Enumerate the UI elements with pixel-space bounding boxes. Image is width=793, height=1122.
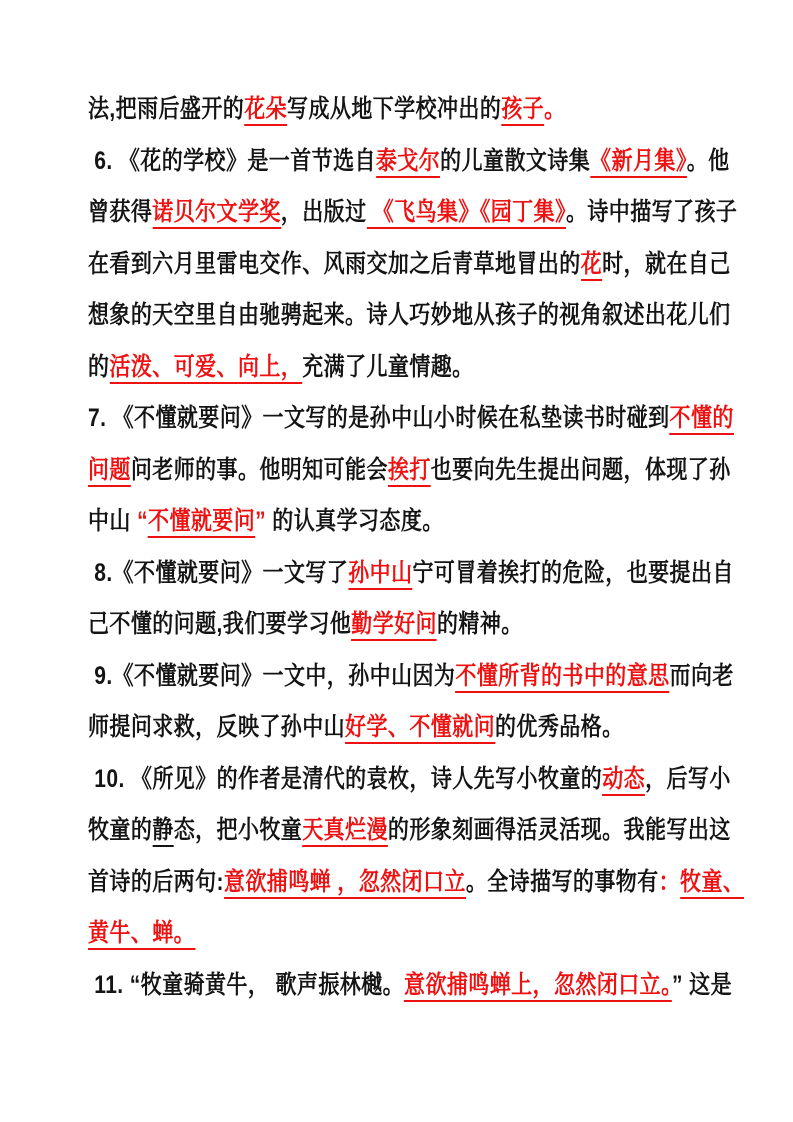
body-text: 8.《不懂就要问》一文写了 (88, 558, 349, 587)
answer-underlined: 不懂的 (670, 404, 734, 435)
answer-underlined: 天真烂漫 (302, 816, 388, 847)
answer-underlined: 黄牛、蝉。 (88, 919, 195, 950)
text-line (88, 702, 647, 754)
body-text: 问老师的事。他明知可能会 (130, 455, 388, 484)
body-text: 牧童的 (88, 816, 153, 844)
document-content (88, 84, 753, 1011)
answer-underlined: 《飞鸟集》《园丁集》 (366, 198, 565, 229)
body-text: 11. “牧童骑黄牛， 歌声振林樾。 (88, 970, 405, 999)
answer-underlined: 好学、不懂就问 (345, 713, 495, 744)
body-text: 。诗中描写了孩子 (565, 198, 738, 226)
answer-text: “ (137, 507, 149, 535)
answer-underlined: 不懂就要问 (148, 507, 255, 538)
body-text: 也要向先生提出问题，体现了孙 (430, 455, 731, 484)
text-line (88, 548, 734, 600)
body-text: 想象的天空里自由驰骋起来。诗人巧妙地从孩子的视角叙述出花儿们 (88, 301, 731, 329)
body-text: 的精神。 (436, 610, 523, 638)
text-line (88, 857, 745, 909)
text-line (88, 599, 647, 651)
body-text: 10. 《所见》的作者是清代的袁枚，诗人先写小牧童的 (88, 764, 603, 793)
answer-underlined: 《新月集》 (590, 147, 687, 178)
body-text: 态，把小牧童 (173, 816, 303, 844)
body-text: 首诗的后两句: (88, 867, 224, 896)
text-line (88, 445, 731, 497)
text-line (88, 342, 647, 394)
body-text: 的儿童散文诗集 (440, 146, 591, 175)
body-text: 宁可冒着挨打的危险，也要提出自 (412, 558, 734, 587)
answer-underlined: 意欲捕鸣蝉 ，忽然闭口立 (224, 868, 466, 899)
answer-text: ： (658, 867, 681, 896)
text-line (88, 290, 731, 342)
body-text: 师提问求救，反映了孙中山 (88, 713, 346, 741)
answer-underlined: 活泼、可爱、向上， (109, 353, 302, 384)
body-text: 时，就在自己 (602, 249, 731, 278)
body-text: 7. 《不懂就要问》一文写的是孙中山小时候在私垫读书时碰到 (88, 404, 670, 432)
body-text: 的优秀品格。 (495, 713, 624, 741)
body-text: 6. 《花的学校》是一首节选自 (88, 146, 376, 175)
body-text: 写成从地下学校冲出的 (287, 95, 502, 123)
body-text: 9.《不懂就要问》一文中，孙中山因为 (88, 661, 456, 690)
text-line (88, 393, 734, 445)
answer-underlined: 意欲捕鸣蝉上，忽然闭口立。 (404, 971, 672, 1002)
body-text: ，后写小 (645, 764, 731, 793)
answer-text: 。 (544, 95, 566, 123)
answer-underlined: 挨打 (388, 456, 431, 487)
answer-text: ” (255, 507, 267, 535)
text-line (88, 84, 647, 136)
text-line (88, 805, 731, 857)
body-text: 法,把雨后盛开的 (88, 95, 245, 123)
answer-underlined: 泰戈尔 (376, 147, 440, 178)
body-text: 己不懂的问题,我们要学习他 (88, 610, 352, 638)
body-text: 。全诗描写的事物有 (465, 867, 659, 896)
body-text: 在看到六月里雷电交作、风雨交加之后青草地冒出的 (88, 249, 581, 278)
body-text: 曾获得 (88, 198, 153, 226)
answer-underlined: 动态 (602, 765, 645, 796)
body-text: ，出版过 (280, 198, 367, 226)
text-line (88, 754, 731, 806)
text-line (88, 651, 734, 703)
body-text: 而向老 (669, 661, 734, 690)
body-text: ” 这是 (671, 970, 733, 999)
body-text: 中山 (88, 507, 138, 535)
answer-underlined: 不懂所背的书中的意思 (455, 662, 669, 693)
answer-underlined: 花 (581, 250, 602, 281)
answer-underlined: 勤学好问 (351, 610, 437, 641)
answer-underlined: 诺贝尔文学奖 (152, 198, 281, 229)
body-text: 的 (88, 352, 110, 381)
answer-underlined: 牧童、 (680, 868, 744, 899)
text-line (88, 960, 733, 1012)
body-text: 的认真学习态度。 (266, 507, 444, 535)
answer-underlined: 孩子 (501, 95, 544, 126)
text-line (88, 908, 647, 960)
text-line (88, 496, 647, 548)
emphasis-underlined: 静 (152, 816, 173, 847)
text-line (88, 136, 730, 188)
answer-underlined: 问题 (88, 456, 131, 487)
answer-underlined: 孙中山 (348, 559, 412, 590)
body-text: 充满了儿童情趣。 (302, 352, 474, 381)
text-line (88, 239, 731, 291)
text-line (88, 187, 738, 239)
body-text: 。他 (686, 146, 730, 175)
answer-underlined: 花朵 (244, 95, 287, 126)
body-text: 的形象刻画得活灵活现。我能写出这 (387, 816, 731, 844)
